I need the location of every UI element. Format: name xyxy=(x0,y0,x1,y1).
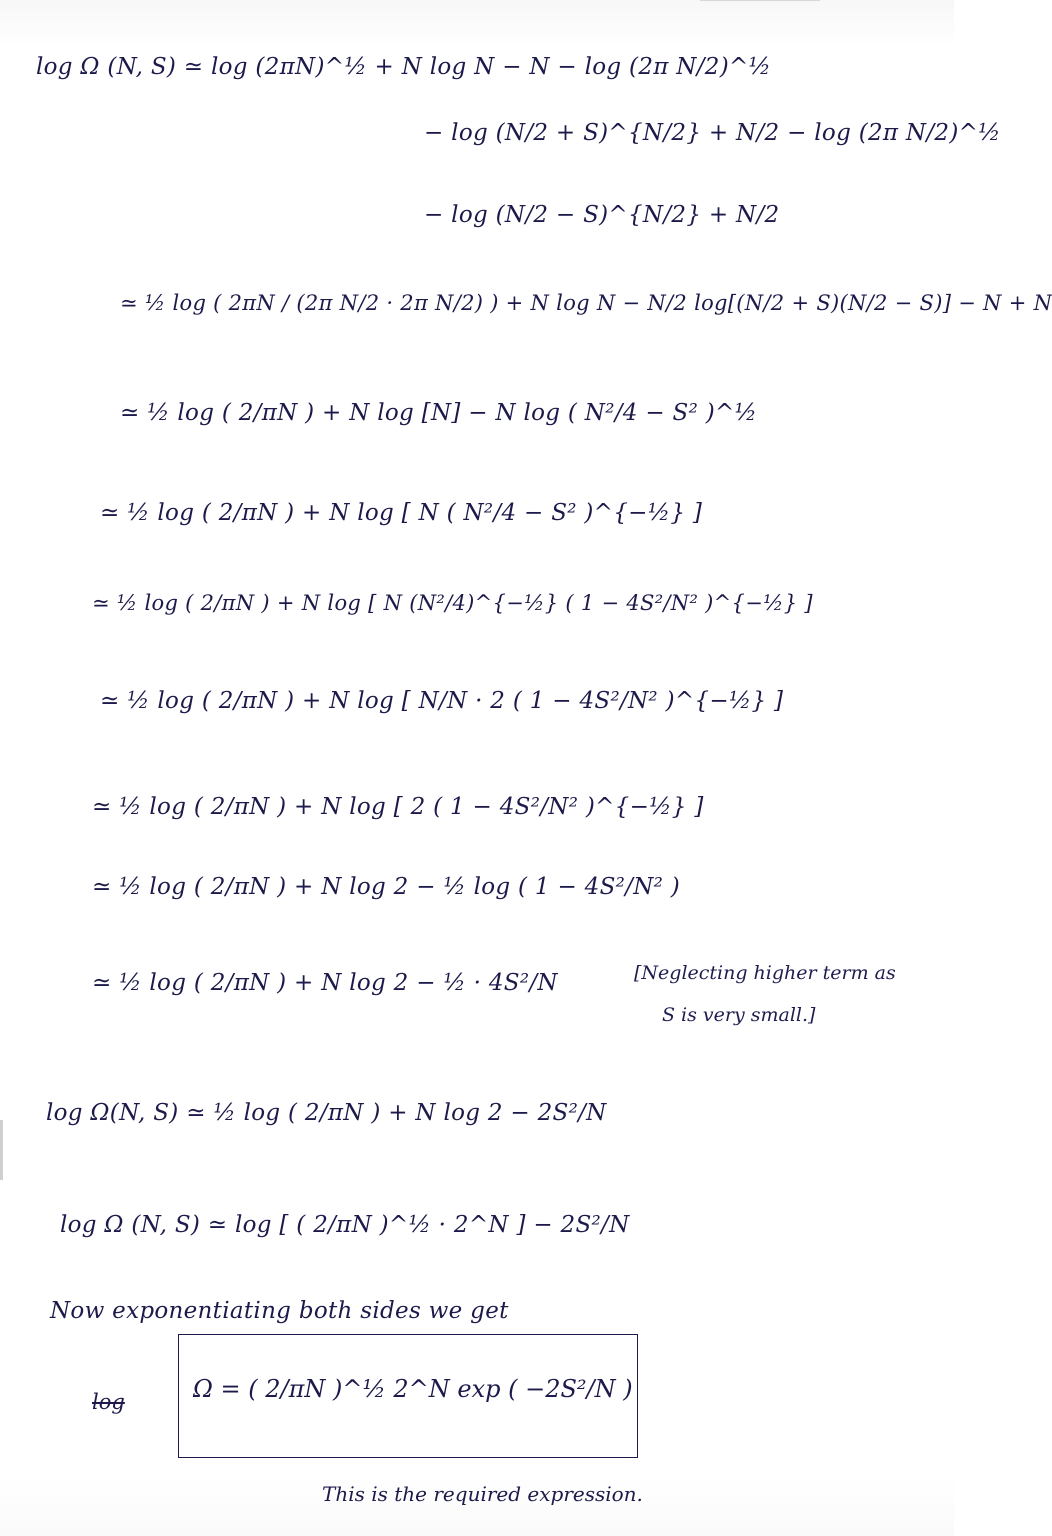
struck-out-word: log xyxy=(92,1390,125,1414)
side-note-line-1: [Neglecting higher term as xyxy=(634,962,896,984)
paper-edge-shadow xyxy=(0,1120,3,1180)
boxed-result xyxy=(178,1334,638,1458)
equation-line-6: ≃ ½ log ( 2/πN ) + N log [ N ( N²/4 − S² )^{−½} ] xyxy=(100,500,703,526)
equation-line-1: log Ω (N, S) ≃ log (2πN)^½ + N log N − N − log (2π N/2)^½ xyxy=(36,54,772,80)
boxed-result-equation: Ω = ( 2/πN )^½ 2^N exp ( −2S²/N ) xyxy=(193,1375,633,1403)
simplified-equation: log Ω(N, S) ≃ ½ log ( 2/πN ) + N log 2 − 2S²/N xyxy=(46,1100,607,1126)
equation-line-11: ≃ ½ log ( 2/πN ) + N log 2 − ½ · 4S²/N xyxy=(92,970,558,996)
equation-line-5: ≃ ½ log ( 2/πN ) + N log [N] − N log ( N²/4 − S² )^½ xyxy=(120,400,758,426)
paper-crease xyxy=(700,0,820,7)
equation-line-10: ≃ ½ log ( 2/πN ) + N log 2 − ½ log ( 1 − 4S²/N² ) xyxy=(92,874,681,900)
equation-line-3: − log (N/2 − S)^{N/2} + N/2 xyxy=(424,202,780,228)
equation-line-4: ≃ ½ log ( 2πN / (2π N/2 · 2π N/2) ) + N log N − N/2 log[(N/2 + S)(N/2 − S)] − N + N xyxy=(120,291,1052,315)
equation-line-2: − log (N/2 + S)^{N/2} + N/2 − log (2π N/2)^½ xyxy=(424,120,1001,146)
equation-line-8: ≃ ½ log ( 2/πN ) + N log [ N/N · 2 ( 1 − 4S²/N² )^{−½} ] xyxy=(100,688,784,714)
equation-line-9: ≃ ½ log ( 2/πN ) + N log [ 2 ( 1 − 4S²/N² )^{−½} ] xyxy=(92,794,704,820)
side-note-line-2: S is very small.] xyxy=(662,1004,816,1026)
closing-statement: This is the required expression. xyxy=(322,1482,643,1506)
exponentiate-text: Now exponentiating both sides we get xyxy=(50,1298,509,1324)
combined-equation: log Ω (N, S) ≃ log [ ( 2/πN )^½ · 2^N ] − 2S²/N xyxy=(60,1212,630,1238)
equation-line-7: ≃ ½ log ( 2/πN ) + N log [ N (N²/4)^{−½} ( 1 − 4S²/N² )^{−½} ] xyxy=(92,591,813,615)
